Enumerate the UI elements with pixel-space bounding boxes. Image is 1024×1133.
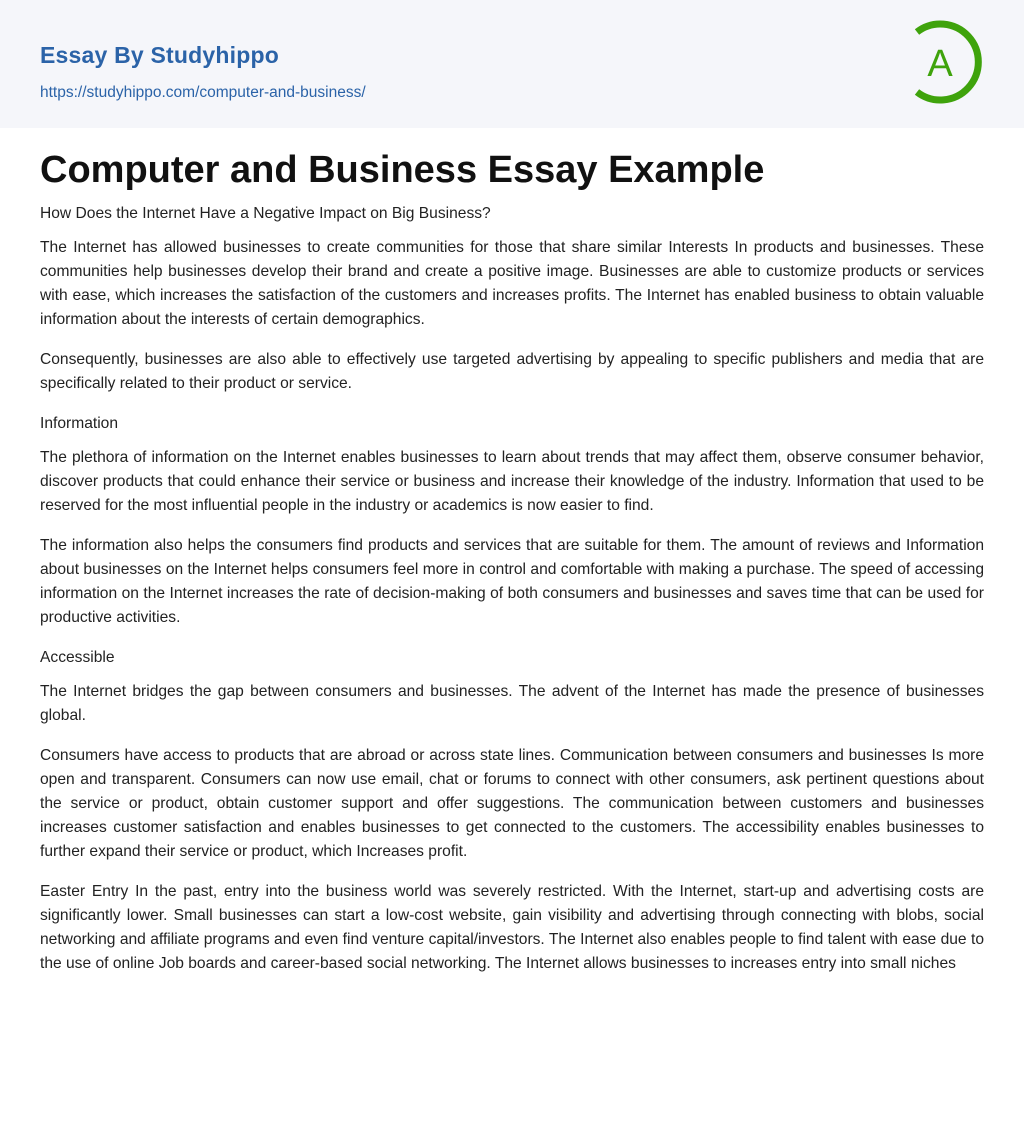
paragraph: The Internet bridges the gap between consumers and businesses. The advent of the Internet has made the presence of businesses global.	[40, 683, 984, 724]
paragraph: The information also helps the consumers find products and services that are suitable for them. The amount of reviews and Information about businesses on the Internet helps consumers feel more in control and comfortable with making a purchase. The speed of accessing information on the Internet increases the rate of decision-making of both consumers and businesses and saves time that can be used for productive activities.	[40, 537, 984, 626]
studyhippo-logo-icon[interactable]	[905, 18, 989, 106]
paragraph: The plethora of information on the Internet enables businesses to learn about trends that may affect them, observe consumer behavior, discover products that could enhance their service or business and increase their knowledge of the industry. Information that used to be reserved for the most influential people in the industry or academics is now easier to find.	[40, 449, 984, 514]
svg-text:A: A	[927, 43, 953, 85]
section-heading-accessible: Accessible	[40, 649, 115, 666]
brand-title[interactable]: Essay By Studyhippo	[40, 42, 279, 68]
page-title: Computer and Business Essay Example	[40, 149, 765, 191]
paragraph: Easter Entry In the past, entry into the business world was severely restricted. With the Internet, start-up and advertising costs are significantly lower. Small businesses can start a low-cost website, gain visibility and advertising through connecting with blobs, social networking and affiliate programs and even find venture capital/investors. The Internet also enables people to find talent with ease due to the use of online Job boards and career-based social networking. The Internet allows businesses to increases entry into small niches	[40, 883, 984, 972]
site-header	[0, 0, 1024, 128]
essay-url-link[interactable]: https://studyhippo.com/computer-and-business/	[40, 84, 366, 101]
paragraph: Consumers have access to products that are abroad or across state lines. Communication between consumers and businesses Is more open and transparent. Consumers can now use email, chat or forums to connect with other consumers, ask pertinent questions about the service or product, obtain customer support and offer suggestions. The communication between customers and businesses increases customer satisfaction and enables businesses to get connected to the customers. The accessibility enables businesses to further expand their service or product, which Increases profit.	[40, 747, 984, 860]
article	[0, 128, 1024, 976]
article-subtitle: How Does the Internet Have a Negative Impact on Big Business?	[40, 205, 491, 222]
section-heading-information: Information	[40, 415, 119, 432]
paragraph: The Internet has allowed businesses to create communities for those that share similar Interests In products and businesses. These communities help businesses develop their brand and create a positive image. Businesses are able to customize products or services with ease, which increases the satisfaction of the customers and increases profits. The Internet has enabled business to obtain valuable information about the interests of certain demographics.	[40, 239, 984, 328]
paragraph: Consequently, businesses are also able to effectively use targeted advertising by appealing to specific publishers and media that are specifically related to their product or service.	[40, 351, 984, 392]
